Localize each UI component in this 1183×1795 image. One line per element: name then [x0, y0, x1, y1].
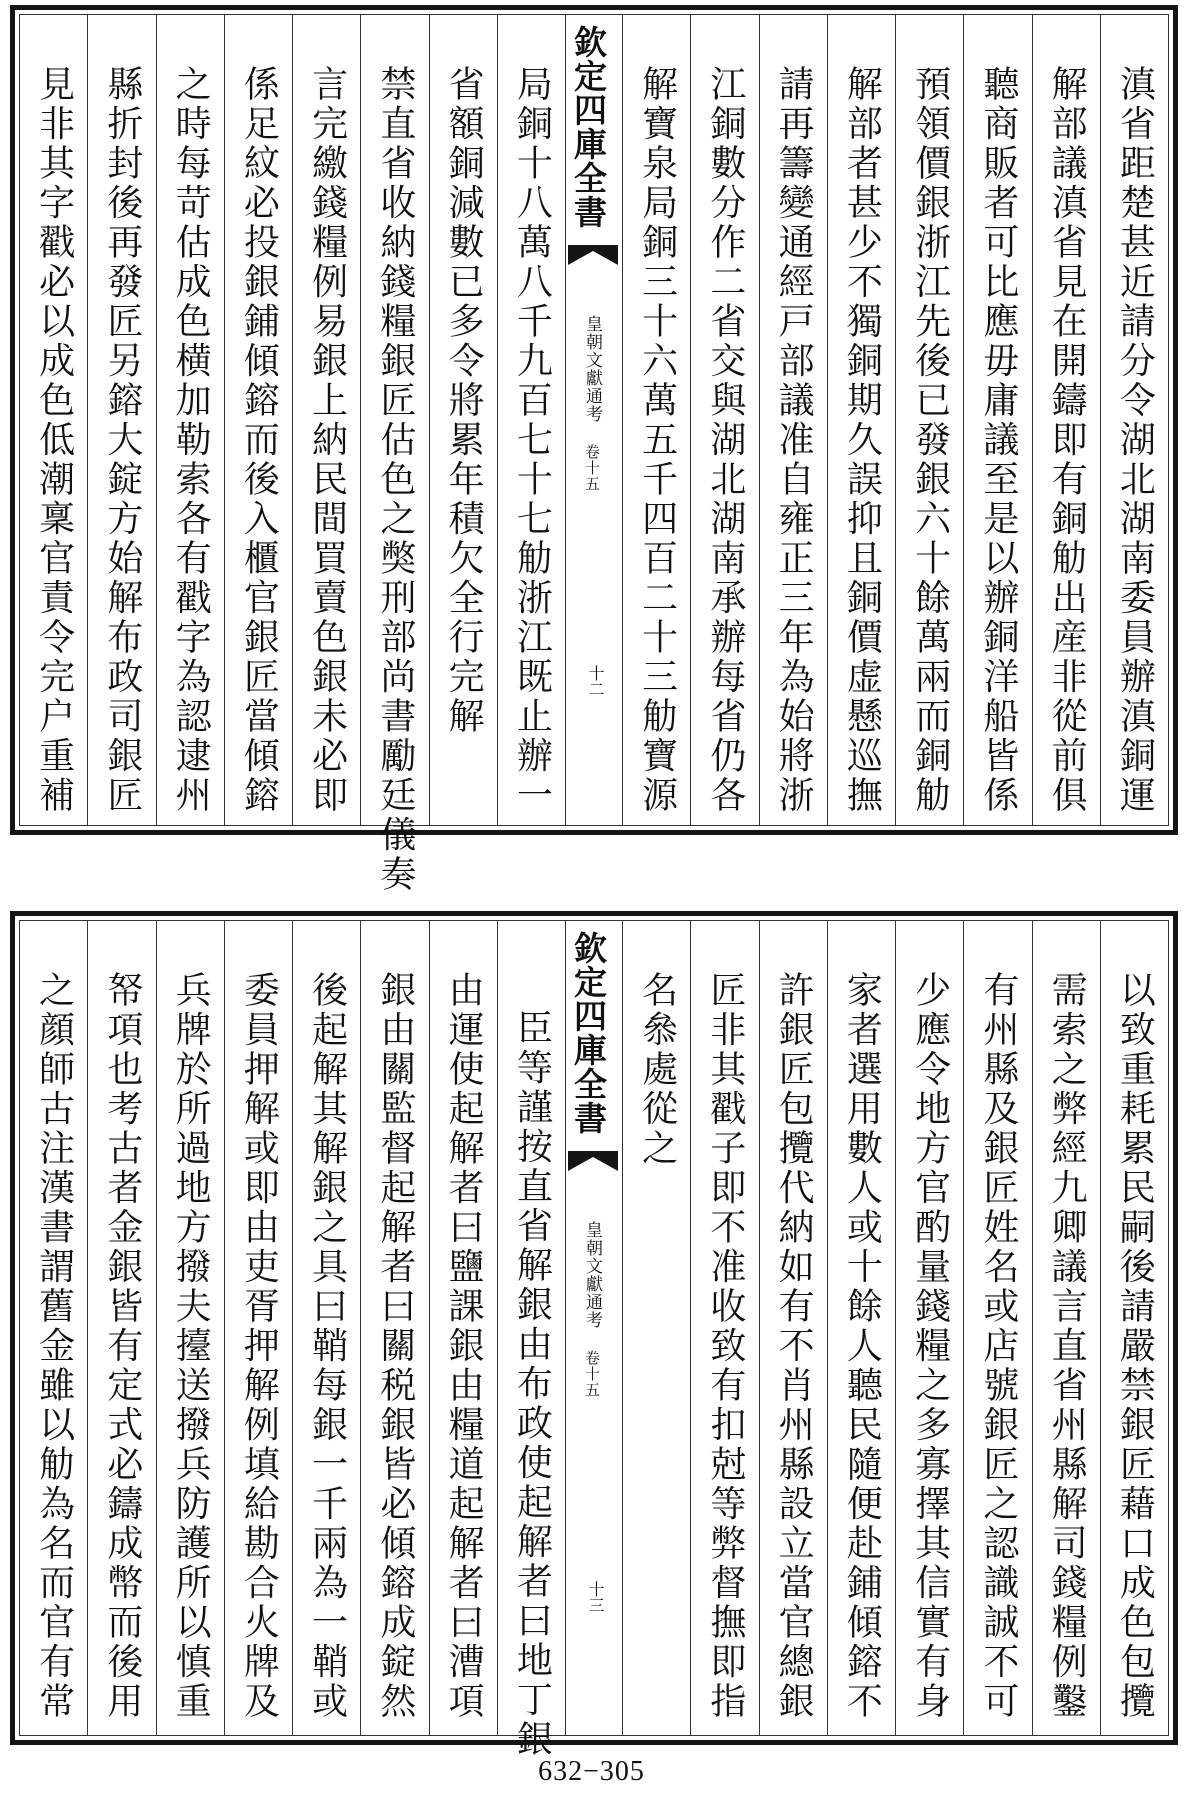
fishtail-mark-icon [568, 245, 618, 267]
text-column: 家者選用數人或十餘人聽民隨便赴鋪傾鎔不 [827, 921, 895, 1735]
text-column: 少應令地方官酌量錢糧之多寡擇其信實有身 [895, 921, 963, 1735]
text-column: 省額銅減數已多令將累年積欠全行完解 [429, 15, 497, 825]
text-column: 縣折封後再發匠另鎔大錠方始解布政司銀匠 [87, 15, 155, 825]
text-column: 局銅十八萬八千九百七十七觔浙江既止辦一 [497, 15, 565, 825]
top-page [10, 5, 1178, 895]
text-column: 解部議滇省見在開鑄即有銅觔出産非從前俱 [1032, 15, 1100, 825]
fishtail-mark-icon [568, 1151, 618, 1173]
text-column: 臣等謹按直省解銀由布政使起解者曰地丁銀 [497, 921, 565, 1735]
text-column: 許銀匠包攬代納如有不肖州縣設立當官總銀 [759, 921, 827, 1735]
text-column: 係足紋必投銀鋪傾鎔而後入櫃官銀匠當傾鎔 [224, 15, 292, 825]
book-title: 欽定四庫全書 [569, 25, 608, 229]
top-page-frame [19, 14, 1169, 895]
text-column: 以致重耗累民嗣後請嚴禁銀匠藉口成色包攬 [1100, 921, 1168, 1735]
volume-label: 卷十五 [583, 444, 601, 492]
bottom-page [10, 911, 1178, 1760]
text-column: 帑項也考古者金銀皆有定式必鑄成幣而後用 [87, 921, 155, 1735]
chapter-title: 皇朝文獻通考 [582, 1221, 602, 1329]
text-column: 見非其字戳必以成色低潮稟官責令完户重補 [33, 65, 75, 816]
chapter-title: 皇朝文獻通考 [582, 315, 602, 423]
text-column: 匠非其戳子即不准收致有扣尅等弊督撫即指 [690, 921, 758, 1735]
folio-number: 十二 [586, 665, 605, 697]
text-column: 江銅數分作二省交與湖北湖南承辦每省仍各 [690, 15, 758, 825]
text-column: 銀由關監督起解者曰關税銀皆必傾鎔成錠然 [360, 921, 428, 1735]
center-column [565, 921, 622, 1735]
center-column [565, 15, 622, 825]
text-column: 之顔師古注漢書謂舊金雖以觔為名而官有常 [33, 971, 75, 1722]
text-column: 委員押解或即由吏胥押解例填給勘合火牌及 [224, 921, 292, 1735]
text-column: 有州縣及銀匠姓名或店號銀匠之認識誠不可 [963, 921, 1031, 1735]
text-column: 需索之弊經九卿議言直省州縣解司錢糧例鑿 [1032, 921, 1100, 1735]
book-title: 欽定四庫全書 [569, 931, 608, 1135]
text-column: 之時每苛估成色横加勒索各有戳字為認逮州 [156, 15, 224, 825]
text-column: 滇省距楚甚近請分令湖北湖南委員辦滇銅運 [1100, 15, 1168, 825]
text-column: 兵牌於所過地方撥夫擡送撥兵防護所以慎重 [156, 921, 224, 1735]
chapter-label [580, 315, 605, 492]
chapter-label [580, 1221, 605, 1398]
bottom-page-frame [19, 920, 1169, 1760]
text-column: 後起解其解銀之具曰鞘每銀一千兩為一鞘或 [292, 921, 360, 1735]
page-number: 632−305 [538, 1756, 645, 1787]
text-column: 言完繳錢糧例易銀上納民間買賣色銀未必即 [292, 15, 360, 825]
text-column: 由運使起解者曰鹽課銀由糧道起解者曰漕項 [429, 921, 497, 1735]
volume-label: 卷十五 [583, 1350, 601, 1398]
folio-number: 十三 [586, 1581, 605, 1613]
text-column: 請再籌變通經戸部議准自雍正三年為始將浙 [759, 15, 827, 825]
top-columns [20, 15, 1168, 895]
text-column: 名叅處從之 [622, 921, 690, 1735]
text-column: 聽商販者可比應毋庸議至是以辦銅洋船皆係 [963, 15, 1031, 825]
text-column: 解部者甚少不獨銅期久誤抑且銅價虚懸巡撫 [827, 15, 895, 825]
text-column: 預領價銀浙江先後已發銀六十餘萬兩而銅觔 [895, 15, 963, 825]
text-column: 禁直省收納錢糧銀匠估色之獘刑部尚書勵廷儀奏 [360, 15, 428, 825]
text-column: 解寶泉局銅三十六萬五千四百二十三觔寶源 [622, 15, 690, 825]
bottom-columns [20, 921, 1168, 1760]
